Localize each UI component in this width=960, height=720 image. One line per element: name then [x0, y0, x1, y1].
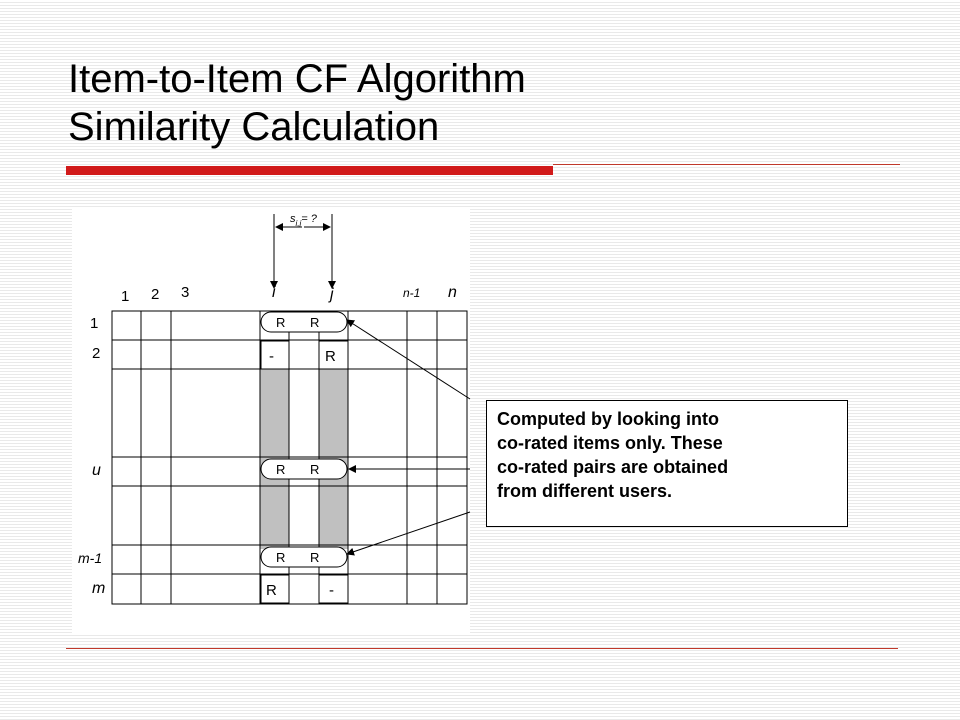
rating-u-j: R [310, 462, 320, 477]
column-label-2: 2 [151, 286, 160, 303]
footer-divider [66, 648, 898, 649]
rating-1-i: R [276, 315, 286, 330]
row-label-1: 1 [90, 315, 99, 332]
slide-title [68, 55, 868, 151]
callout-pointers [347, 320, 470, 554]
column-label-n-1: n-1 [403, 286, 421, 300]
user-item-matrix-diagram [72, 207, 470, 633]
column-label-1: 1 [121, 288, 130, 305]
missing-2-i: - [269, 348, 274, 365]
similarity-bracket [274, 214, 332, 288]
row-label-m-1: m-1 [78, 550, 103, 566]
header-divider [553, 164, 900, 165]
pointer-row-m-1 [347, 512, 470, 554]
rating-m-i: R [266, 582, 277, 599]
co-rated-pill-user-m-1 [261, 547, 347, 567]
callout-line-4: from different users. [497, 481, 673, 501]
cell-2-i [261, 341, 289, 369]
callout-line-2: co-rated items only. These [497, 433, 723, 453]
rating-m-1-i: R [276, 550, 286, 565]
title-line-2: Similarity Calculation [68, 105, 440, 149]
callout-box [486, 400, 848, 527]
row-label-2: 2 [92, 345, 101, 362]
rating-1-j: R [310, 315, 320, 330]
column-label-3: 3 [181, 284, 190, 301]
rating-m-1-j: R [310, 550, 320, 565]
co-rated-pill-user-u [261, 459, 347, 479]
pointer-row-1 [347, 320, 470, 399]
missing-m-j: - [329, 582, 334, 599]
callout-line-3: co-rated pairs are obtained [497, 457, 729, 477]
rating-2-j: R [325, 348, 336, 365]
similarity-formula: $s_{i,j}=$ ? [290, 213, 317, 228]
co-rated-pill-user-1 [261, 312, 347, 332]
row-label-m: m [92, 580, 106, 597]
rating-u-i: R [276, 462, 286, 477]
callout-line-1: Computed by looking into [497, 409, 719, 429]
column-label-j: j [330, 286, 334, 303]
column-label-i: i [272, 284, 276, 301]
title-accent-bar [66, 166, 553, 175]
row-label-u: u [92, 462, 101, 479]
title-line-1: Item-to-Item CF Algorithm [68, 57, 526, 101]
column-label-n: n [448, 284, 457, 301]
